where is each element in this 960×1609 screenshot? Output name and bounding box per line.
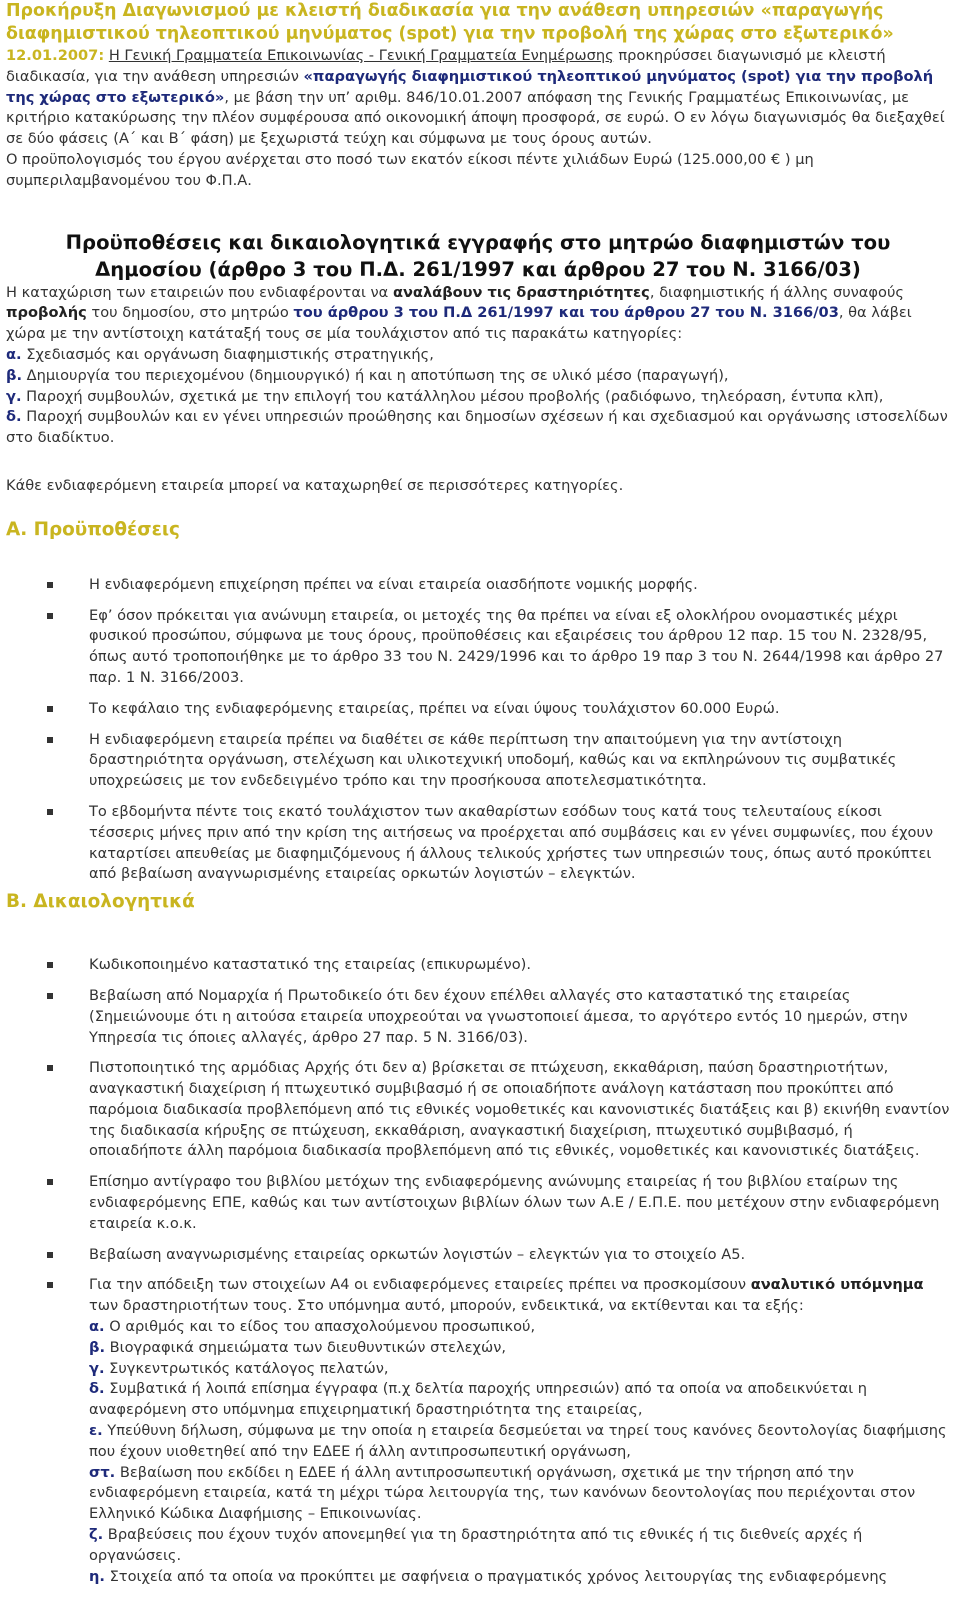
registry-text-2: , διαφημιστικής ή άλλης συναφούς xyxy=(649,283,904,301)
page-title-line1: Προκήρυξη Διαγωνισμού με κλειστή διαδικασία για την ανάθεση υπηρεσιών «παραγωγής xyxy=(6,1,884,21)
page-title-line2: διαφημιστικού τηλεοπτικού μηνύματος (spot) για την προβολή της χώρας στο εξωτερικό» xyxy=(6,24,894,44)
list-item-text: των δραστηριοτήτων τους. Στο υπόμνημα αυτό, μπορούν, ενδεικτικά, να εκτίθενται και τα εξής: xyxy=(89,1297,804,1315)
square-bullet-icon xyxy=(47,706,53,712)
spacer xyxy=(6,449,950,470)
registry-bold-3: του άρθρου 3 του Π.Δ 261/1997 και του άρθρου 27 του Ν. 3166/03 xyxy=(293,304,839,322)
category-text: Παροχή συμβουλών, σχετικά με την επιλογή του κατάλληλου μέσου προβολής (ραδιόφωνο, τηλεόραση, έντυπα κλπ), xyxy=(21,387,884,405)
sub-item xyxy=(89,1421,950,1463)
list-item-text: Η ενδιαφερόμενη εταιρεία πρέπει να διαθέτει σε κάθε περίπτωση την απαιτούμενη για την αντίστοιχη δραστηριότητα οργάνωση, στελέχωση και υλικοτεχνική υποδομή, καθώς και να εκπληρώνουν τις συμβατικές υποχρεώσεις με τον ενδεδειγμένο τρόπο και την προσήκουσα αποτελεσματικότητα. xyxy=(89,730,897,790)
intro-text-2: , με βάση την υπ’ αριθμ. 846/10.01.2007 απόφαση της Γενικής Γραμματέως Επικοινωνίας, με κριτήριο κατακύρωσης την πλέον συμφέρουσα από οικονομική άποψη προσφορά, σε ευρώ. Ο εν λόγω διαγωνισμός θα διεξαχθεί σε δύο φάσεις (Α΄ και Β΄ φάση) με ξεχωριστά τεύχη και σύμφωνα με τους όρους αυτών. xyxy=(6,88,945,148)
category-item xyxy=(6,387,950,408)
sub-item xyxy=(89,1567,950,1588)
square-bullet-icon xyxy=(47,613,53,619)
ministry-link[interactable]: Η Γενική Γραμματεία Επικοινωνίας - Γενική Γραμματεία Ενημέρωσης xyxy=(108,47,614,64)
spacer xyxy=(6,543,950,565)
square-bullet-icon xyxy=(47,737,53,743)
sub-item-letter: δ. xyxy=(89,1380,105,1398)
category-list xyxy=(6,345,950,449)
sub-item-letter: η. xyxy=(89,1567,105,1585)
sub-item-letter: α. xyxy=(89,1318,105,1336)
sub-item-letter: στ. xyxy=(89,1463,116,1481)
sub-item-letter: β. xyxy=(89,1338,105,1356)
sub-item-letter: ε. xyxy=(89,1422,103,1440)
intro-paragraph xyxy=(6,46,950,192)
registry-text-1: Η καταχώριση των εταιρειών που ενδιαφέρονται να xyxy=(6,283,393,301)
section-heading-registry-line1: Προϋποθέσεις και δικαιολογητικά εγγραφής στο μητρώο διαφημιστών του xyxy=(65,230,891,254)
category-item xyxy=(6,345,950,366)
sub-item xyxy=(89,1317,950,1338)
prerequisites-list xyxy=(6,575,950,885)
square-bullet-icon xyxy=(47,1179,53,1185)
list-item xyxy=(6,1275,950,1587)
page-title xyxy=(6,0,950,46)
sub-item xyxy=(89,1338,950,1359)
category-letter: β. xyxy=(6,366,22,384)
list-item-text: Βεβαίωση από Νομαρχία ή Πρωτοδικείο ότι δεν έχουν επέλθει αλλαγές στο καταστατικό της εταιρείας (Σημειώνουμε ότι η αιτούσα εταιρεία υποχρεούται να γνωστοποιεί άμεσα, το αργότερο εντός 10 ημερών, στην Υπηρεσία τις όποιες αλλαγές, άρθρο 27 παρ. 5 Ν. 3166/03). xyxy=(89,986,908,1046)
section-heading-documents: Β. Δικαιολογητικά xyxy=(6,891,195,913)
category-text: Σχεδιασμός και οργάνωση διαφημιστικής στρατηγικής, xyxy=(21,345,434,363)
section-heading-prerequisites: Α. Προϋποθέσεις xyxy=(6,518,180,540)
list-item-text: Το εβδομήντα πέντε τοις εκατό τουλάχιστον των ακαθαρίστων εσόδων τους κατά τους τελευταίους είκοσι τέσσερις μήνες πριν από την κρίση της αιτήσεως να προέρχεται από συμβάσεις και εν γένει συμφωνίες, που έχουν καταρτίσει απευθείας με διαφημιζόμενους ή άλλους τελικούς χρήστες των υπηρεσιών τους, όπως αυτό προκύπτει από βεβαίωση αναγνωρισμένης εταιρείας ορκωτών λογιστών – ελεγκτών. xyxy=(89,802,934,883)
sub-item-letter: γ. xyxy=(89,1359,105,1377)
category-text: Δημιουργία του περιεχομένου (δημιουργικό) ή και η αποτύπωση της σε υλικό μέσο (παραγωγή), xyxy=(22,366,729,384)
list-item xyxy=(6,1245,950,1266)
sub-item xyxy=(89,1463,950,1525)
intro-text-1: προκηρύσσει διαγωνισμό με κλειστή διαδικασία, για την ανάθεση υπηρεσιών xyxy=(6,47,886,85)
sub-item-text: Βραβεύσεις που έχουν τυχόν απονεμηθεί για τη δραστηριότητα από τις εθνικές ή τις διεθνείς αρχές ή οργανώσεις. xyxy=(89,1526,863,1564)
documents-list xyxy=(6,955,950,1587)
section-heading-registry xyxy=(6,192,950,283)
publication-date: 12.01.2007: xyxy=(6,47,105,64)
sub-item-text: Συμβατικά ή λοιπά επίσημα έγγραφα (π.χ δελτία παροχής υπηρεσιών) από τα οποία να αποδεικνύεται η αναφερόμενη στο υπόμνημα επιχειρηματική δραστηριότητα της εταιρείας, xyxy=(89,1380,868,1419)
spacer xyxy=(6,497,950,517)
list-item xyxy=(6,955,950,976)
list-item-text: Εφ’ όσον πρόκειται για ανώνυμη εταιρεία, οι μετοχές της θα πρέπει να είναι εξ ολοκλήρου ονομαστικές μέχρι φυσικού προσώπου, σύμφωνα με τους όρους, προϋποθέσεις και εξαιρέσεις του άρθρου 12 παρ. 15 του Ν. 2328/95, όπως αυτό τροποποιήθηκε με το άρθρο 33 του Ν. 2429/1996 και το άρθρο 19 παρ 3 του Ν. 2644/1998 και άρθρο 27 παρ. 1 Ν. 3166/2003. xyxy=(89,606,944,686)
square-bullet-icon xyxy=(47,962,53,968)
list-item xyxy=(6,575,950,596)
list-item-text: Επίσημο αντίγραφο του βιβλίου μετόχων της ενδιαφερόμενης ανώνυμης εταιρείας ή του βιβλίου εταίρων της ενδιαφερόμενης ΕΠΕ, καθώς και των αντίστοιχων βιβλίων όλων των Α.Ε / Ε.Π.Ε. που μετέχουν στην ενδιαφερόμενη εταιρεία κ.ο.κ. xyxy=(89,1173,940,1232)
list-item-text: Βεβαίωση αναγνωρισμένης εταιρείας ορκωτών λογιστών – ελεγκτών για το στοιχείο Α5. xyxy=(89,1245,746,1263)
category-text: Παροχή συμβουλών και εν γένει υπηρεσιών προώθησης και δημοσίων σχέσεων ή και σχεδιασμού και οργάνωσης ιστοσελίδων στο διαδίκτυο. xyxy=(6,408,948,447)
intro-bold-1: «παραγωγής διαφημιστικού τηλεοπτικού μηνύματος (spot) για την προβολή της χώρας στο εξωτερικό» xyxy=(6,67,934,106)
category-item xyxy=(6,407,950,449)
list-item xyxy=(6,606,950,689)
list-item xyxy=(6,1172,950,1234)
list-item xyxy=(6,802,950,885)
category-item xyxy=(6,366,950,387)
list-item xyxy=(6,730,950,792)
registry-paragraph xyxy=(6,283,950,345)
category-letter: α. xyxy=(6,345,22,363)
list-item-text: Για την απόδειξη των στοιχείων Α4 οι ενδιαφερόμενες εταιρείες πρέπει να προσκομίσουν xyxy=(89,1276,751,1294)
list-item xyxy=(6,986,950,1048)
square-bullet-icon xyxy=(47,582,53,588)
spacer xyxy=(6,915,950,945)
sub-item-text: Ο αριθμός και το είδος του απασχολούμενου προσωπικού, xyxy=(104,1318,536,1336)
category-letter: δ. xyxy=(6,408,22,426)
section-heading-registry-line2: Δημοσίου (άρθρο 3 του Π.Δ. 261/1997 και άρθρου 27 του Ν. 3166/03) xyxy=(95,257,861,281)
sub-item xyxy=(89,1379,950,1421)
sub-item xyxy=(89,1359,950,1380)
list-item-text: Κωδικοποιημένο καταστατικό της εταιρείας (επικυρωμένο). xyxy=(89,956,531,974)
sub-item xyxy=(89,1525,950,1567)
registry-text-4: , θα λάβει χώρα με την αντίστοιχη κατάταξή τους σε μία τουλάχιστον από τις παρακάτω κατηγορίες: xyxy=(6,304,912,343)
sub-item-text: Βεβαίωση που εκδίδει η ΕΔΕΕ ή άλλη αντιπροσωπευτική οργάνωση, σχετικά με την τήρηση από την ενδιαφερόμενη εταιρεία, κατά τη μέχρι τώρα λειτουργία της, των κανόνων δεοντολογίας που περιέχονται στον Ελληνικό Κώδικα Διαφήμισης – Επικοινωνίας. xyxy=(89,1463,916,1523)
category-note: Κάθε ενδιαφερόμενη εταιρεία μπορεί να καταχωρηθεί σε περισσότερες κατηγορίες. xyxy=(6,476,624,494)
list-item-text: Πιστοποιητικό της αρμόδιας Αρχής ότι δεν α) βρίσκεται σε πτώχευση, εκκαθάριση, παύση δραστηριοτήτων, αναγκαστική διαχείριση ή πτωχευτικό συμβιβασμό ή σε οποιαδήποτε ανάλογη κατάσταση που προκύπτει από παρόμοια διαδικασία προβλεπόμενη από τις εθνικές νομοθετικές και κανονιστικές διατάξεις και β) εκινήθη εναντίον της διαδικασία κήρυξης σε πτώχευση, εκκαθάριση, αναγκαστική διαχείριση, πτωχευτικό συμβιβασμό, ή οποιαδήποτε άλλη παρόμοια διαδικασία προβλεπόμενη από τις εθνικές, νομοθετικές και κανονιστικές διατάξεις. xyxy=(89,1059,950,1160)
list-item-bold: αναλυτικό υπόμνημα xyxy=(750,1276,924,1294)
registry-bold-1: αναλάβουν τις δραστηριότητες xyxy=(392,283,650,301)
square-bullet-icon xyxy=(47,1065,53,1071)
sub-item-letter: ζ. xyxy=(89,1526,104,1544)
list-item xyxy=(6,699,950,720)
registry-bold-2: προβολής xyxy=(6,304,87,322)
sub-item-text: Συγκεντρωτικός κατάλογος πελατών, xyxy=(104,1359,389,1377)
intro-budget: Ο προϋπολογισμός του έργου ανέρχεται στο ποσό των εκατόν είκοσι πέντε χιλιάδων Ευρώ (125.000,00 € ) μη συμπεριλαμβανομένου του Φ.Π.Α. xyxy=(6,150,814,189)
list-item-text: Το κεφάλαιο της ενδιαφερόμενης εταιρείας, πρέπει να είναι ύψους τουλάχιστον 60.000 Ευρώ. xyxy=(89,699,780,717)
square-bullet-icon xyxy=(47,1282,53,1288)
sub-item-text: Βιογραφικά σημειώματα των διευθυντικών στελεχών, xyxy=(105,1338,506,1356)
category-letter: γ. xyxy=(6,387,22,405)
square-bullet-icon xyxy=(47,809,53,815)
sub-item-text: Στοιχεία από τα οποία να προκύπτει με σαφήνεια ο πραγματικός χρόνος λειτουργίας της ενδιαφερόμενης xyxy=(104,1567,888,1585)
registry-text-3: του δημοσίου, στο μητρώο xyxy=(86,304,294,322)
square-bullet-icon xyxy=(47,1252,53,1258)
list-item xyxy=(6,1058,950,1162)
sub-item-text: Υπεύθυνη δήλωση, σύμφωνα με την οποία η εταιρεία δεσμεύεται να τηρεί τους κανόνες δεοντολογίας διαφήμισης που έχουν υιοθετηθεί από την ΕΔΕΕ ή άλλη αντιπροσωπευτική οργάνωση, xyxy=(89,1422,947,1460)
square-bullet-icon xyxy=(47,993,53,999)
list-item-text: Η ενδιαφερόμενη επιχείρηση πρέπει να είναι εταιρεία οιασδήποτε νομικής μορφής. xyxy=(89,575,698,593)
